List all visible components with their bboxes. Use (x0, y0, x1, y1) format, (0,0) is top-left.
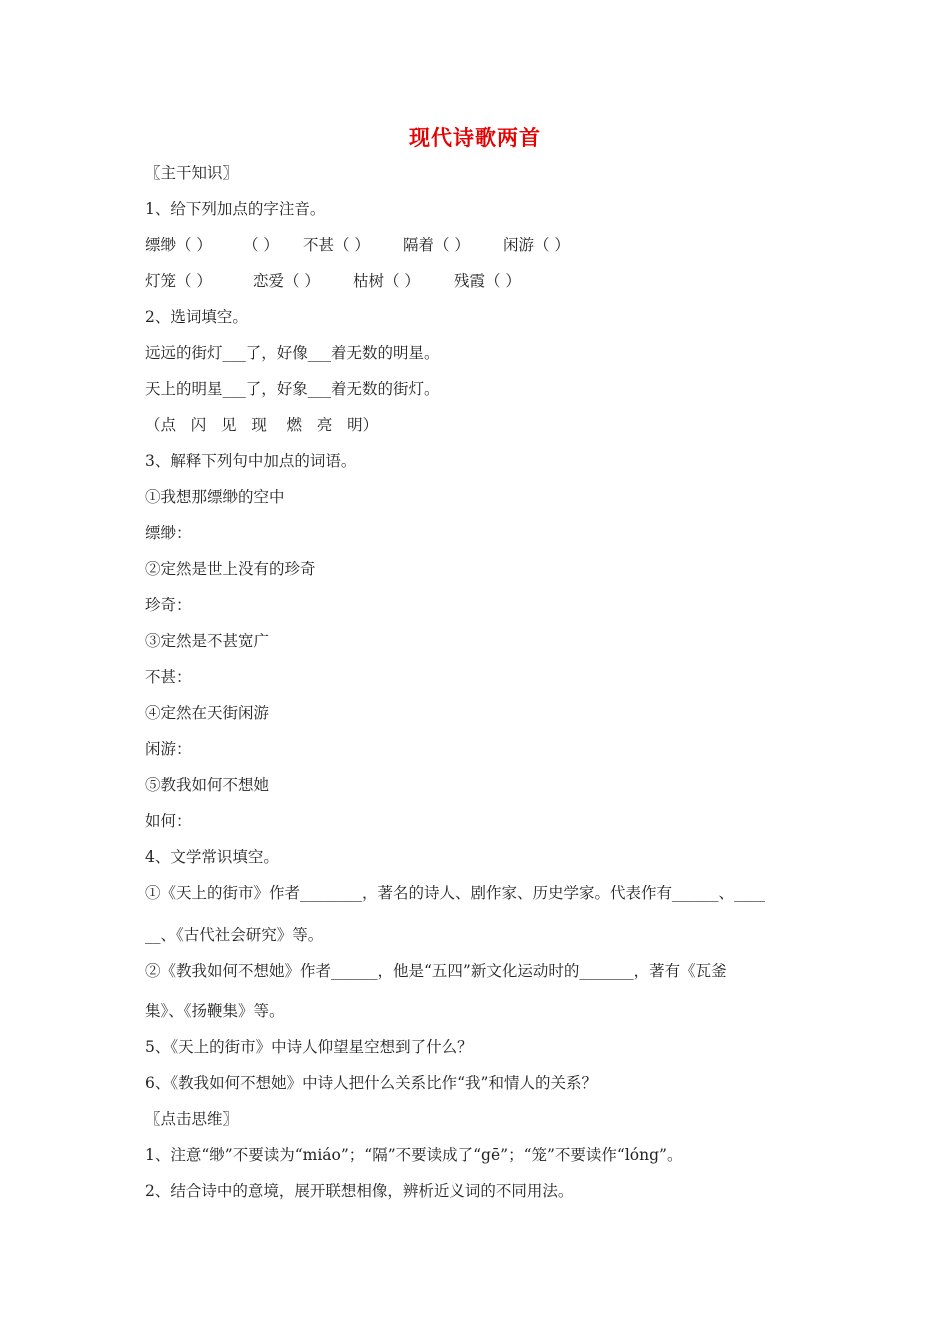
sentence-item: ④定然在天街闲游 (145, 704, 270, 722)
pinyin-row-1 (145, 234, 810, 256)
question-5: 5、《天上的街市》中诗人仰望星空想到了什么？ (145, 1038, 473, 1056)
sentence-item: ①我想那缥缈的空中 (145, 488, 285, 506)
tip-1: 1、注意“缈”不要读为“miáo”；“隔”不要读成了“gē”；“笼”不要读作“lóng”。 (145, 1146, 683, 1164)
question-3: 3、解释下列句中加点的词语。 (145, 452, 357, 470)
answer-label: 不甚： (145, 668, 192, 686)
sentence-item: ⑤教我如何不想她 (145, 776, 270, 794)
question-6: 6、《教我如何不想她》中诗人把什么关系比作“我”和情人的关系？ (145, 1074, 597, 1092)
answer-label: 如何： (145, 812, 192, 830)
literature-fill-1-cont: __、《古代社会研究》等。 (145, 926, 324, 944)
pinyin-item: 不甚（ ） (303, 236, 370, 254)
word-choices: （点 闪 见 现 燃 亮 明） (145, 416, 379, 434)
fill-sentence-1: 远远的街灯___了，好像___着无数的明星。 (145, 344, 440, 362)
section-heading-main: 〖主干知识〗 (145, 164, 239, 182)
literature-fill-2: ②《教我如何不想她》作者______，他是“五四”新文化运动时的_______，著有《瓦釜 (145, 962, 727, 980)
pinyin-item: 枯树（ ） (353, 272, 420, 290)
pinyin-item: 闲游（ ） (503, 236, 570, 254)
answer-label: 缥缈： (145, 524, 192, 542)
question-2: 2、选词填空。 (145, 308, 248, 326)
sentence-item: ③定然是不甚宽广 (145, 632, 270, 650)
pinyin-row-2 (145, 270, 810, 292)
literature-fill-2-cont: 集》、《扬鞭集》等。 (145, 1002, 285, 1020)
answer-label: 闲游： (145, 740, 192, 758)
literature-fill-1: ①《天上的街市》作者________，著名的诗人、剧作家、历史学家。代表作有______、____ (145, 884, 766, 902)
pinyin-item: 缥缈（ ） (145, 236, 212, 254)
pinyin-item: 灯笼（ ） (145, 272, 212, 290)
pinyin-item: （ ） (243, 236, 279, 254)
question-1: 1、给下列加点的字注音。 (145, 200, 326, 218)
sentence-item: ②定然是世上没有的珍奇 (145, 560, 316, 578)
tip-2: 2、结合诗中的意境，展开联想相像，辨析近义词的不同用法。 (145, 1182, 574, 1200)
question-4: 4、文学常识填空。 (145, 848, 279, 866)
answer-label: 珍奇： (145, 596, 192, 614)
pinyin-item: 残霞（ ） (454, 272, 521, 290)
pinyin-item: 恋爱（ ） (253, 272, 320, 290)
section-heading-thinking: 〖点击思维〗 (145, 1110, 239, 1128)
pinyin-item: 隔着（ ） (403, 236, 470, 254)
page-title: 现代诗歌两首 (409, 125, 541, 150)
fill-sentence-2: 天上的明星___了，好象___着无数的街灯。 (145, 380, 440, 398)
